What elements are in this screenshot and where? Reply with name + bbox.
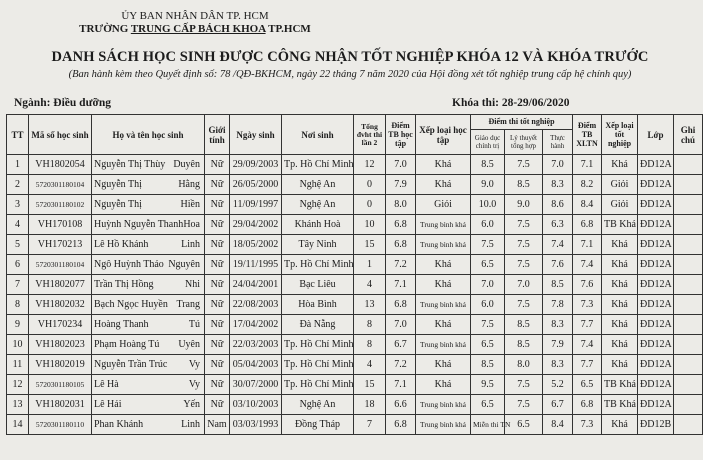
cell-grad-rank: Khá (602, 315, 638, 335)
school-suffix: TP.HCM (268, 23, 311, 35)
committee-name: ỦY BAN NHÂN DÂN TP. HCM (121, 10, 269, 22)
cell-pob: Đà Nẵng (282, 315, 354, 335)
cell-gpa: 7.1 (386, 275, 416, 295)
col-exam-group: Điểm thi tốt nghiệp (471, 115, 573, 130)
cell-pob: Tp. Hồ Chí Minh (282, 255, 354, 275)
cell-pob: Tp. Hồ Chí Minh (282, 155, 354, 175)
cell-dob: 22/08/2003 (230, 295, 282, 315)
cell-class: ĐD12A (638, 355, 674, 375)
cell-first-name: Nguyên (168, 259, 200, 270)
table-row (7, 175, 703, 195)
cell-first-name: Yến (183, 399, 200, 410)
cell-exam-practice: 8.3 (543, 315, 573, 335)
cell-grad-rank: Khá (602, 235, 638, 255)
cell-avg: 7.3 (573, 415, 602, 435)
cell-rank: Trung bình khá (416, 395, 471, 415)
cell-code: VH1802054 (29, 155, 92, 175)
cell-name (92, 295, 205, 315)
cell-last-name: Lê Hải (94, 399, 122, 410)
cell-class: ĐD12A (638, 175, 674, 195)
cell-class: ĐD12A (638, 335, 674, 355)
cell-exam-politics: 6.5 (471, 255, 505, 275)
cell-pob: Nghệ An (282, 195, 354, 215)
cell-gender: Nữ (205, 195, 230, 215)
cell-tt: 1 (7, 155, 29, 175)
cell-name (92, 315, 205, 335)
table-row (7, 315, 703, 335)
cell-exam-politics: 6.5 (471, 395, 505, 415)
cell-dob: 17/04/2002 (230, 315, 282, 335)
cell-name (92, 415, 205, 435)
cell-avg: 7.6 (573, 275, 602, 295)
document-subtitle: (Ban hành kèm theo Quyết định số: 78 /QĐ-BKHCM, ngày 22 tháng 7 năm 2020 của Hội đồng xét tốt nghiệp trung cấp hệ chính quy) (68, 69, 632, 80)
cell-last-name: Nguyễn Thị Thùy (94, 159, 166, 170)
cell-note (674, 175, 703, 195)
cell-credits: 18 (354, 395, 386, 415)
cell-last-name: Trần Thị Hồng (94, 279, 154, 290)
cell-exam-theory: 7.5 (505, 255, 543, 275)
cell-first-name: Hoa (183, 219, 200, 230)
cell-gender: Nữ (205, 395, 230, 415)
cell-credits: 0 (354, 175, 386, 195)
cell-code: VH170234 (29, 315, 92, 335)
cell-exam-practice: 7.8 (543, 295, 573, 315)
cell-exam-theory: 8.0 (505, 355, 543, 375)
cell-rank: Khá (416, 315, 471, 335)
cell-exam-theory: 7.5 (505, 395, 543, 415)
cell-grad-rank: Khá (602, 415, 638, 435)
cell-first-name: Tú (188, 319, 200, 330)
cell-code: VH1802023 (29, 335, 92, 355)
cell-class: ĐD12A (638, 195, 674, 215)
cell-dob: 03/10/2003 (230, 395, 282, 415)
cell-gpa: 6.8 (386, 235, 416, 255)
school-name (0, 23, 390, 35)
cell-gpa: 8.0 (386, 195, 416, 215)
cell-note (674, 395, 703, 415)
table-row (7, 415, 703, 435)
table-row (7, 155, 703, 175)
col-class: Lớp (638, 115, 674, 155)
cell-rank: Khá (416, 175, 471, 195)
cell-avg: 8.4 (573, 195, 602, 215)
cell-exam-practice: 8.4 (543, 415, 573, 435)
cell-gender: Nữ (205, 175, 230, 195)
cell-code: VH1802031 (29, 395, 92, 415)
cell-note (674, 375, 703, 395)
cell-pob: Tp. Hồ Chí Minh (282, 355, 354, 375)
cell-rank: Khá (416, 355, 471, 375)
cell-avg: 7.4 (573, 255, 602, 275)
cell-class: ĐD12A (638, 395, 674, 415)
cell-pob: Bạc Liêu (282, 275, 354, 295)
cell-grad-rank: Khá (602, 355, 638, 375)
cell-exam-practice: 7.6 (543, 255, 573, 275)
cell-tt: 4 (7, 215, 29, 235)
cell-pob: Tp. Hồ Chí Minh (282, 335, 354, 355)
cell-tt: 6 (7, 255, 29, 275)
cell-gpa: 6.8 (386, 295, 416, 315)
cell-dob: 29/04/2002 (230, 215, 282, 235)
cell-gpa: 6.7 (386, 335, 416, 355)
cell-code: VH1802032 (29, 295, 92, 315)
cell-exam-politics: 6.0 (471, 215, 505, 235)
cell-gpa: 7.0 (386, 315, 416, 335)
cell-exam-politics: 9.0 (471, 175, 505, 195)
cell-last-name: Hoàng Thanh (94, 319, 149, 330)
table-row (7, 215, 703, 235)
cell-exam-politics: 9.5 (471, 375, 505, 395)
cell-first-name: Trang (176, 299, 200, 310)
cell-rank: Khá (416, 375, 471, 395)
cell-name (92, 275, 205, 295)
cell-pob: Khánh Hoà (282, 215, 354, 235)
cell-credits: 10 (354, 215, 386, 235)
cell-gender: Nữ (205, 375, 230, 395)
cell-note (674, 315, 703, 335)
cell-rank: Khá (416, 155, 471, 175)
cell-gender: Nữ (205, 275, 230, 295)
table-row (7, 355, 703, 375)
cell-exam-theory: 6.5 (505, 415, 543, 435)
cell-exam-practice: 6.7 (543, 395, 573, 415)
cell-tt: 13 (7, 395, 29, 415)
col-avg: Điểm TB XLTN (573, 115, 602, 155)
major-label: Ngành: Điều dưỡng (14, 97, 111, 109)
cell-exam-theory: 8.5 (505, 175, 543, 195)
cell-name (92, 215, 205, 235)
cell-exam-practice: 7.0 (543, 155, 573, 175)
cell-rank: Trung bình khá (416, 415, 471, 435)
cell-credits: 1 (354, 255, 386, 275)
cell-exam-politics: Miễn thi TN (471, 415, 505, 435)
cell-credits: 7 (354, 415, 386, 435)
cell-first-name: Linh (181, 419, 200, 430)
cell-credits: 0 (354, 195, 386, 215)
cell-pob: Tây Ninh (282, 235, 354, 255)
table-row (7, 395, 703, 415)
cell-code: 5720301180104 (29, 255, 92, 275)
col-name: Họ và tên học sinh (92, 115, 205, 155)
cell-note (674, 195, 703, 215)
cell-dob: 03/03/1993 (230, 415, 282, 435)
cell-rank: Trung bình khá (416, 235, 471, 255)
cell-credits: 8 (354, 335, 386, 355)
cell-avg: 7.1 (573, 155, 602, 175)
cell-last-name: Huỳnh Nguyễn Thanh (94, 219, 184, 230)
cell-exam-politics: 8.5 (471, 155, 505, 175)
col-dob: Ngày sinh (230, 115, 282, 155)
cell-tt: 10 (7, 335, 29, 355)
cell-gpa: 6.8 (386, 415, 416, 435)
cell-first-name: Hiền (180, 199, 200, 210)
cell-avg: 7.7 (573, 355, 602, 375)
exam-label: Khóa thi: 28-29/06/2020 (452, 97, 570, 109)
cell-tt: 9 (7, 315, 29, 335)
graduates-table (6, 114, 703, 435)
cell-avg: 6.5 (573, 375, 602, 395)
cell-tt: 12 (7, 375, 29, 395)
cell-first-name: Vy (188, 359, 200, 370)
cell-name (92, 155, 205, 175)
cell-credits: 8 (354, 315, 386, 335)
col-grad-rank: Xếp loại tốt nghiệp (602, 115, 638, 155)
cell-first-name: Vy (188, 379, 200, 390)
cell-gpa: 6.8 (386, 215, 416, 235)
cell-gender: Nữ (205, 295, 230, 315)
cell-exam-theory: 7.5 (505, 375, 543, 395)
cell-dob: 26/05/2000 (230, 175, 282, 195)
cell-exam-practice: 6.3 (543, 215, 573, 235)
cell-grad-rank: TB Khá (602, 215, 638, 235)
cell-tt: 7 (7, 275, 29, 295)
cell-exam-practice: 8.3 (543, 355, 573, 375)
cell-grad-rank: TB Khá (602, 395, 638, 415)
cell-gpa: 7.2 (386, 355, 416, 375)
col-exam-practice: Thực hành (543, 130, 573, 155)
col-gender: Giới tính (205, 115, 230, 155)
cell-note (674, 415, 703, 435)
cell-rank: Khá (416, 275, 471, 295)
cell-name (92, 195, 205, 215)
cell-grad-rank: Khá (602, 155, 638, 175)
col-pob: Nơi sinh (282, 115, 354, 155)
cell-name (92, 175, 205, 195)
table-row (7, 255, 703, 275)
cell-first-name: Linh (181, 239, 200, 250)
cell-pob: Nghệ An (282, 395, 354, 415)
cell-dob: 22/03/2003 (230, 335, 282, 355)
cell-class: ĐD12A (638, 295, 674, 315)
cell-gender: Nam (205, 415, 230, 435)
cell-exam-practice: 8.3 (543, 175, 573, 195)
table-row (7, 235, 703, 255)
cell-credits: 15 (354, 235, 386, 255)
cell-grad-rank: Giỏi (602, 195, 638, 215)
cell-class: ĐD12A (638, 235, 674, 255)
cell-avg: 8.2 (573, 175, 602, 195)
cell-exam-theory: 7.5 (505, 155, 543, 175)
cell-grad-rank: TB Khá (602, 375, 638, 395)
school-name-main: TRUNG CẤP BÁCH KHOA (130, 23, 266, 35)
cell-code: VH170108 (29, 215, 92, 235)
col-gpa: Điểm TB học tập (386, 115, 416, 155)
cell-exam-practice: 8.5 (543, 275, 573, 295)
cell-tt: 11 (7, 355, 29, 375)
cell-dob: 29/09/2003 (230, 155, 282, 175)
cell-pob: Hòa Bình (282, 295, 354, 315)
cell-exam-politics: 7.5 (471, 315, 505, 335)
cell-last-name: Lê Hà (94, 379, 119, 390)
cell-exam-practice: 7.4 (543, 235, 573, 255)
col-tt: TT (7, 115, 29, 155)
cell-last-name: Phan Khánh (94, 419, 144, 430)
cell-class: ĐD12A (638, 255, 674, 275)
cell-rank: Trung bình khá (416, 335, 471, 355)
cell-exam-practice: 8.6 (543, 195, 573, 215)
cell-note (674, 235, 703, 255)
cell-name (92, 335, 205, 355)
cell-tt: 5 (7, 235, 29, 255)
table-row (7, 295, 703, 315)
cell-gender: Nữ (205, 255, 230, 275)
cell-code: 5720301180105 (29, 375, 92, 395)
cell-avg: 6.8 (573, 215, 602, 235)
cell-code: 5720301180102 (29, 195, 92, 215)
cell-grad-rank: Khá (602, 295, 638, 315)
cell-credits: 4 (354, 355, 386, 375)
cell-gender: Nữ (205, 335, 230, 355)
cell-credits: 12 (354, 155, 386, 175)
cell-exam-politics: 6.5 (471, 335, 505, 355)
cell-dob: 11/09/1997 (230, 195, 282, 215)
cell-class: ĐD12B (638, 415, 674, 435)
cell-rank: Trung bình khá (416, 215, 471, 235)
cell-gpa: 6.6 (386, 395, 416, 415)
cell-gpa: 7.2 (386, 255, 416, 275)
cell-pob: Đồng Tháp (282, 415, 354, 435)
cell-note (674, 255, 703, 275)
cell-grad-rank: Khá (602, 255, 638, 275)
cell-exam-theory: 9.0 (505, 195, 543, 215)
cell-name (92, 235, 205, 255)
cell-note (674, 215, 703, 235)
cell-last-name: Nguyễn Thị (94, 179, 142, 190)
cell-exam-politics: 7.5 (471, 235, 505, 255)
cell-exam-practice: 5.2 (543, 375, 573, 395)
school-prefix: TRƯỜNG (79, 23, 129, 35)
cell-credits: 13 (354, 295, 386, 315)
cell-exam-theory: 8.5 (505, 315, 543, 335)
cell-first-name: Uyên (178, 339, 200, 350)
cell-avg: 7.3 (573, 295, 602, 315)
cell-name (92, 355, 205, 375)
cell-exam-theory: 7.5 (505, 215, 543, 235)
cell-dob: 30/07/2000 (230, 375, 282, 395)
cell-name (92, 375, 205, 395)
cell-gpa: 7.0 (386, 155, 416, 175)
col-rank: Xếp loại học tập (416, 115, 471, 155)
cell-credits: 15 (354, 375, 386, 395)
cell-grad-rank: Giỏi (602, 175, 638, 195)
document-title: DANH SÁCH HỌC SINH ĐƯỢC CÔNG NHẬN TỐT NGHIỆP KHÓA 12 VÀ KHÓA TRƯỚC (51, 49, 649, 65)
cell-note (674, 355, 703, 375)
cell-credits: 4 (354, 275, 386, 295)
cell-last-name: Phạm Hoàng Tú (94, 339, 160, 350)
cell-exam-politics: 8.5 (471, 355, 505, 375)
cell-note (674, 335, 703, 355)
cell-first-name: Nhi (185, 279, 200, 290)
cell-exam-politics: 10.0 (471, 195, 505, 215)
table-row (7, 275, 703, 295)
cell-avg: 7.4 (573, 335, 602, 355)
cell-tt: 2 (7, 175, 29, 195)
table-row (7, 375, 703, 395)
col-exam-politics: Giáo dục chính trị (471, 130, 505, 155)
cell-gender: Nữ (205, 155, 230, 175)
cell-dob: 18/05/2002 (230, 235, 282, 255)
cell-class: ĐD12A (638, 315, 674, 335)
cell-exam-theory: 7.5 (505, 235, 543, 255)
cell-grad-rank: Khá (602, 335, 638, 355)
cell-last-name: Bạch Ngọc Huyền (94, 299, 168, 310)
cell-rank: Giỏi (416, 195, 471, 215)
cell-avg: 6.8 (573, 395, 602, 415)
cell-dob: 24/04/2001 (230, 275, 282, 295)
cell-tt: 3 (7, 195, 29, 215)
col-credits: Tổng đvht thi lần 2 (354, 115, 386, 155)
cell-dob: 05/04/2003 (230, 355, 282, 375)
cell-last-name: Lê Hồ Khánh (94, 239, 149, 250)
cell-avg: 7.7 (573, 315, 602, 335)
col-note: Ghi chú (674, 115, 703, 155)
cell-gpa: 7.1 (386, 375, 416, 395)
table-row (7, 195, 703, 215)
cell-gender: Nữ (205, 315, 230, 335)
cell-note (674, 155, 703, 175)
cell-code: 5720301180110 (29, 415, 92, 435)
cell-tt: 14 (7, 415, 29, 435)
cell-exam-theory: 8.5 (505, 335, 543, 355)
cell-class: ĐD12A (638, 375, 674, 395)
cell-pob: Nghệ An (282, 175, 354, 195)
cell-code: VH1802019 (29, 355, 92, 375)
cell-name (92, 255, 205, 275)
cell-class: ĐD12A (638, 215, 674, 235)
cell-gender: Nữ (205, 215, 230, 235)
cell-class: ĐD12A (638, 155, 674, 175)
cell-exam-practice: 7.9 (543, 335, 573, 355)
cell-note (674, 295, 703, 315)
cell-exam-theory: 7.5 (505, 295, 543, 315)
cell-last-name: Nguyễn Thị (94, 199, 142, 210)
cell-rank: Trung bình khá (416, 295, 471, 315)
cell-pob: Tp. Hồ Chí Minh (282, 375, 354, 395)
cell-name (92, 395, 205, 415)
cell-dob: 19/11/1995 (230, 255, 282, 275)
cell-avg: 7.1 (573, 235, 602, 255)
table-row (7, 335, 703, 355)
cell-exam-politics: 7.0 (471, 275, 505, 295)
cell-first-name: Hằng (178, 179, 200, 190)
cell-grad-rank: Khá (602, 275, 638, 295)
cell-gpa: 7.9 (386, 175, 416, 195)
cell-code: 5720301180104 (29, 175, 92, 195)
cell-note (674, 275, 703, 295)
cell-last-name: Ngô Huỳnh Thảo (94, 259, 164, 270)
cell-exam-theory: 7.0 (505, 275, 543, 295)
cell-class: ĐD12A (638, 275, 674, 295)
cell-first-name: Duyên (173, 159, 200, 170)
cell-rank: Khá (416, 255, 471, 275)
col-code: Mã số học sinh (29, 115, 92, 155)
cell-gender: Nữ (205, 355, 230, 375)
cell-code: VH1802077 (29, 275, 92, 295)
cell-gender: Nữ (205, 235, 230, 255)
cell-tt: 8 (7, 295, 29, 315)
cell-last-name: Nguyễn Trần Trúc (94, 359, 168, 370)
col-exam-theory: Lý thuyết tổng hợp (505, 130, 543, 155)
cell-code: VH170213 (29, 235, 92, 255)
cell-exam-politics: 6.0 (471, 295, 505, 315)
